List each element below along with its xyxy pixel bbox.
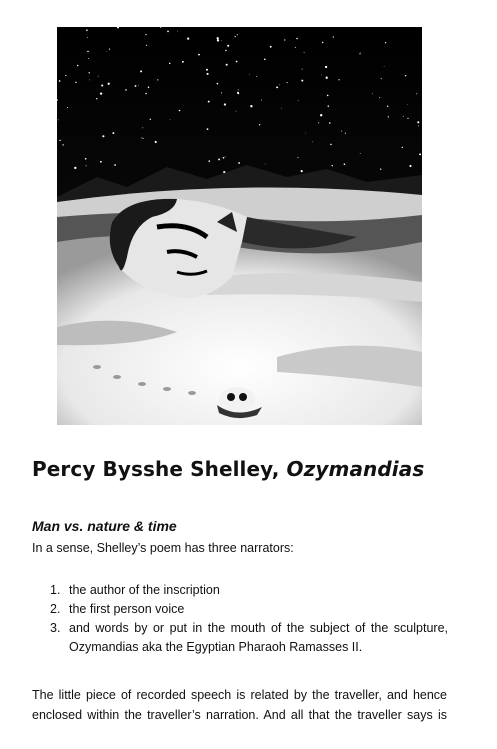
star (140, 70, 142, 72)
star (141, 137, 142, 138)
star (418, 125, 419, 126)
star (328, 105, 330, 107)
star (238, 93, 240, 95)
star (320, 114, 322, 116)
star (407, 118, 408, 119)
star (138, 85, 139, 86)
star (344, 163, 346, 165)
star (372, 93, 373, 94)
star (187, 38, 189, 40)
list-number: 3. (50, 621, 61, 635)
star (108, 83, 110, 85)
star (146, 45, 147, 46)
star (417, 121, 419, 123)
star (179, 110, 181, 112)
star (143, 138, 144, 139)
star (332, 165, 333, 166)
star (235, 36, 236, 37)
star (276, 86, 278, 88)
star (208, 101, 210, 103)
desert-head-image (57, 27, 422, 425)
star (302, 69, 303, 70)
star (170, 119, 171, 120)
star (379, 97, 380, 98)
star (182, 61, 184, 63)
intro-text: In a sense, Shelley’s poem has three narrators: (32, 541, 294, 555)
star (402, 147, 403, 148)
star (385, 42, 386, 43)
star (208, 160, 210, 162)
star (88, 58, 89, 59)
star (87, 51, 88, 52)
list-number: 2. (50, 602, 61, 616)
star (305, 133, 306, 134)
star (167, 31, 169, 33)
star (321, 75, 322, 76)
star (388, 116, 389, 117)
star (325, 66, 327, 68)
star (327, 95, 329, 97)
star (295, 47, 296, 48)
star (287, 82, 288, 83)
narrators-list (50, 581, 448, 657)
star (114, 164, 116, 166)
star (322, 42, 323, 43)
star (341, 131, 342, 132)
star (264, 58, 266, 60)
star (270, 46, 272, 48)
star (387, 106, 388, 107)
star (148, 87, 150, 89)
star (330, 144, 332, 146)
star (89, 72, 90, 73)
star (405, 75, 406, 76)
star (77, 65, 79, 67)
title-author: Percy Bysshe Shelley, (32, 457, 287, 481)
star (101, 84, 103, 86)
star (338, 79, 339, 80)
star (249, 74, 250, 75)
star (145, 34, 146, 35)
star (312, 142, 313, 143)
list-item (50, 600, 448, 619)
star (256, 76, 257, 77)
star (206, 69, 208, 71)
star (225, 157, 226, 158)
star (381, 78, 382, 79)
star (86, 165, 87, 166)
star (85, 158, 87, 160)
list-item-text: and words by or put in the mouth of the subject of the sculpture, Ozymandias aka the Egyptian Pharaoh Ramasses II. (69, 621, 448, 654)
star (416, 93, 417, 94)
star (225, 50, 226, 51)
star (301, 80, 303, 82)
star (135, 85, 137, 87)
star (221, 92, 222, 93)
star (169, 63, 171, 65)
star (281, 108, 282, 109)
star (301, 170, 303, 172)
list-item-text: the first person voice (69, 602, 185, 616)
list-number: 1. (50, 583, 61, 597)
star (296, 38, 298, 40)
star (145, 93, 147, 95)
star (318, 122, 319, 123)
section-heading: Man vs. nature & time (32, 518, 177, 534)
list-item (50, 619, 448, 657)
star (403, 116, 404, 117)
star (67, 107, 68, 108)
star (207, 128, 209, 130)
list-item-text: the author of the inscription (69, 583, 220, 597)
star (89, 80, 90, 81)
star (380, 169, 381, 170)
star (62, 144, 63, 145)
body-paragraph: The little piece of recorded speech is related by the traveller, and hence enclosed within the traveller’s narration. And all that the traveller says is (32, 688, 447, 722)
star (238, 89, 239, 90)
star (217, 83, 219, 85)
star (100, 161, 102, 163)
star (221, 40, 222, 41)
star (236, 111, 237, 112)
star (100, 92, 102, 94)
star (345, 133, 346, 134)
star (304, 52, 305, 53)
star (329, 122, 331, 124)
star (259, 124, 260, 125)
star (102, 135, 104, 137)
star (74, 167, 76, 169)
star (125, 89, 127, 91)
star (87, 37, 88, 38)
star (261, 100, 262, 101)
star (326, 77, 328, 79)
star (284, 39, 285, 40)
page-title (32, 457, 424, 481)
star (98, 76, 99, 77)
list-item (50, 581, 448, 600)
star (223, 157, 225, 159)
star (419, 153, 421, 155)
star (217, 37, 219, 39)
ozymandias-illustration (57, 27, 422, 425)
star (224, 103, 226, 105)
star (236, 61, 238, 63)
star (58, 120, 59, 121)
star (360, 153, 361, 154)
star (227, 45, 229, 47)
star (237, 34, 238, 35)
star (360, 52, 361, 53)
star (238, 162, 240, 164)
star (407, 104, 408, 105)
star (298, 100, 299, 101)
star (297, 157, 298, 158)
star (177, 31, 178, 32)
star (218, 158, 220, 160)
star (226, 64, 228, 66)
star (265, 164, 266, 165)
star (96, 98, 97, 99)
star (217, 39, 219, 41)
star (333, 36, 334, 37)
star (384, 66, 385, 67)
star (59, 140, 60, 141)
title-poem: Ozymandias (286, 457, 425, 481)
star (75, 82, 76, 83)
star (279, 84, 280, 85)
star (59, 80, 61, 82)
star (109, 49, 110, 50)
star (198, 54, 200, 56)
star (155, 141, 157, 143)
star (409, 165, 411, 167)
star (207, 73, 209, 75)
star (112, 132, 114, 134)
star (142, 127, 143, 128)
star (150, 119, 151, 120)
star (107, 51, 108, 52)
star (86, 29, 88, 31)
star (250, 105, 252, 107)
star (157, 79, 158, 80)
star (65, 75, 66, 76)
star (359, 53, 360, 54)
